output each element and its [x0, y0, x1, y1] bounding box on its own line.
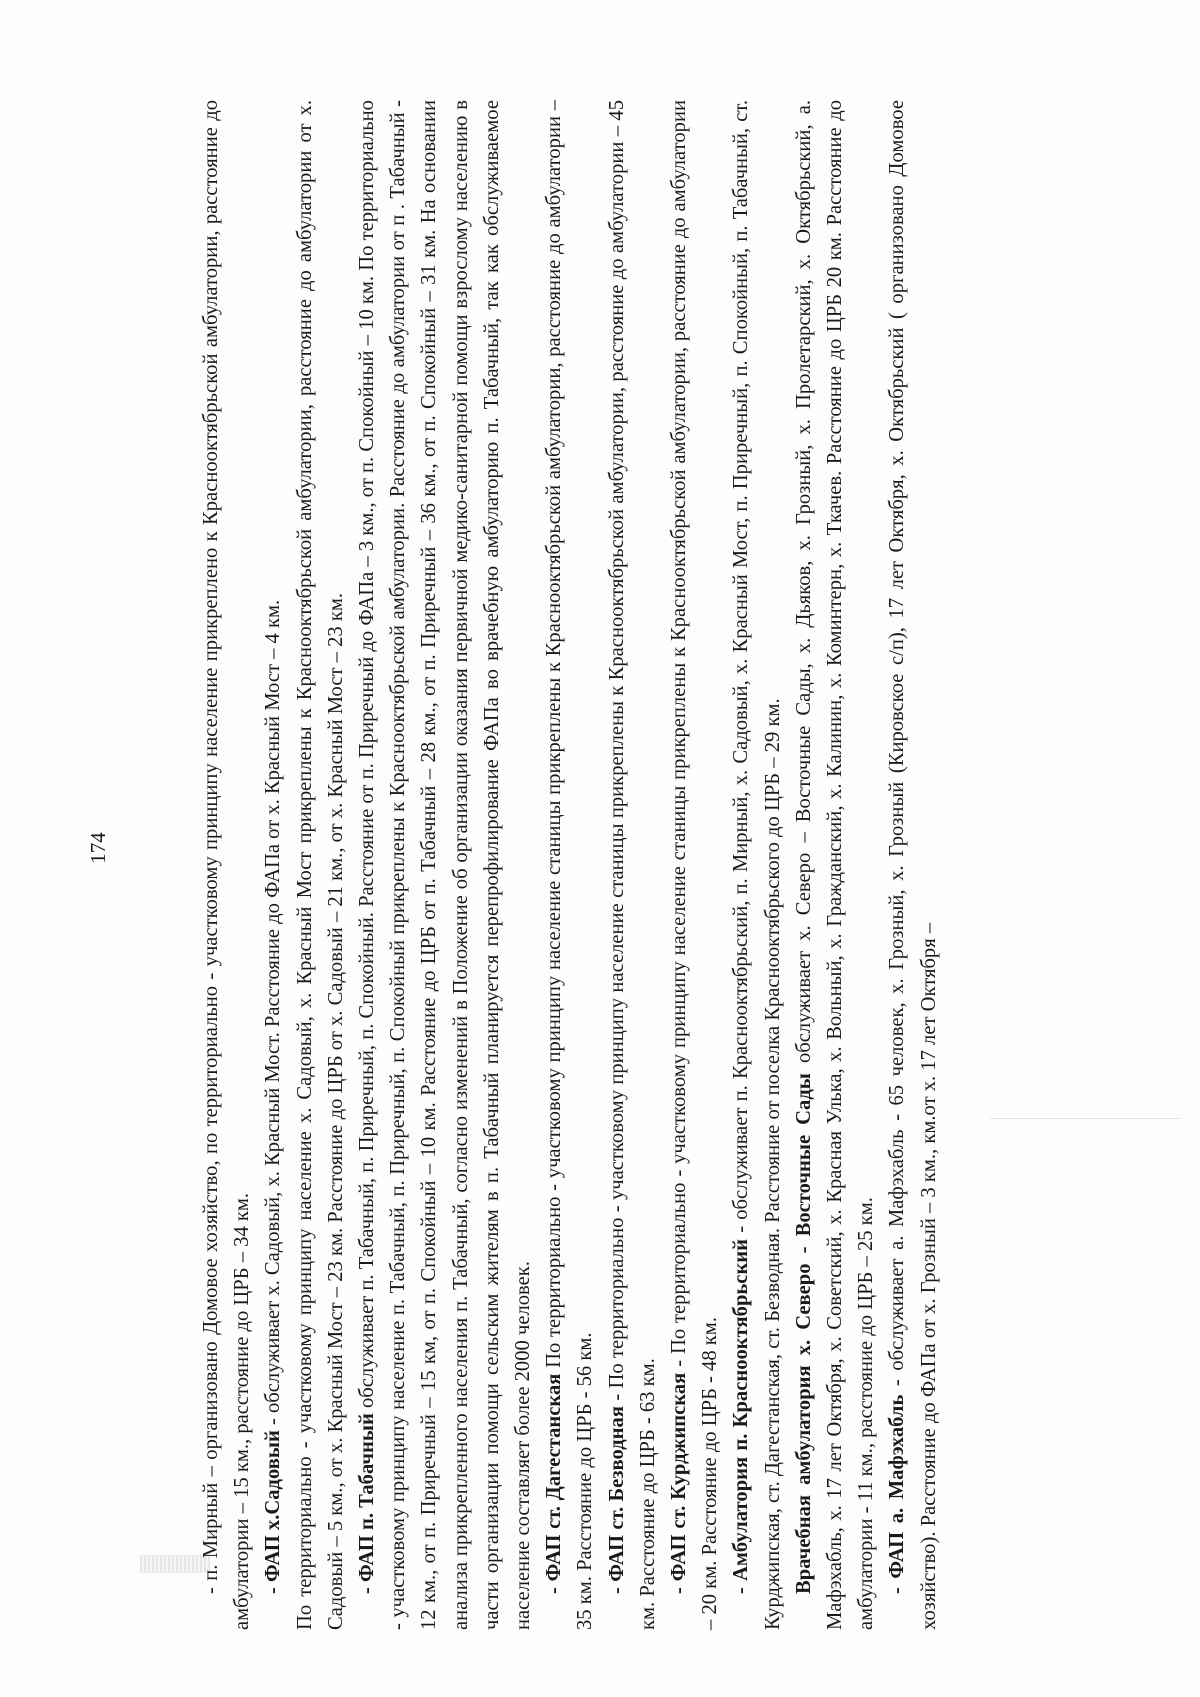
paragraph-fap-bezvodnaya	[602, 100, 664, 1630]
paragraph-fap-mafekhabl	[882, 100, 944, 1630]
paragraph-text: - По территориально - участковому принципу население станицы прикреплены к Краснооктябрьской амбулатории, расстояние до амбулатории – 45 км. Расстояние до ЦРБ - 63 км.	[605, 100, 659, 1630]
paragraph-heading: Врачебная амбулатория х. Северо - Восточные Сады	[792, 1073, 815, 1594]
paragraph-text: обслуживает п. Табачный, п. Приречный, п. Спокойный. Расстояние от п. Приречный до ФАПа – 3 км., от п. Спокойный – 10 км. По территориально - участковому принципу население п. Табачный, п. Приречный, п. Спокойный прикреплены к Краснооктябрьской амбулатории. Расстояние до амбулатории от п . Табачный - 12 км., от п. Приречный – 15 км, от п. Спокойный – 10 км. Расстояние до ЦРБ от п. Табачный – 28 км., от п. Приречный – 36 км., от п. Спокойный – 31 км. На основании анализа прикрепленного населения п. Табачный, согласно изменений в Положение об организации оказания первичной медико-санитарной помощи взрослому населению в части организации помощи сельским жителям в п. Табачный планируется перепрофилирование ФАПа во врачебную амбулаторию п. Табачный, так как обслуживаемое население составляет более 2000 человек.	[356, 100, 535, 1630]
paragraph-text: - По территориально - участковому принципу население станицы прикреплены к Краснооктябрьской амбулатории, расстояние до амбулатории – 20 км. Расстояние до ЦРБ - 48 км.	[668, 100, 722, 1630]
paragraph-sadovy-attachment	[290, 100, 352, 1630]
paragraph-heading: - ФАП ст. Безводная	[605, 1406, 628, 1594]
paragraph-text: По территориально - участковому принципу население х. Садовый, х. Красный Мост прикреплены к Краснооктябрьской амбулатории, расстояние до амбулатории от х. Садовый – 5 км., от х. Красный Мост – 23 км. Расстояние до ЦРБ от х. Садовый – 21 км., от х. Красный Мост – 23 км.	[293, 100, 347, 1630]
paragraph-heading: - ФАП ст. Курджипская	[668, 1372, 691, 1594]
paragraph-text: - п. Мирный – организовано Домовое хозяйство, по территориально - участковому принципу население прикреплено к Краснооктябрьской амбулатории, расстояние до амбулатории – 15 км., расстояние до ЦРБ – 34 км.	[200, 100, 254, 1630]
page-number: 174	[86, 832, 110, 864]
paragraph-heading: - ФАП х.Садовый	[262, 1430, 285, 1594]
scan-artifact-line	[990, 1118, 1180, 1119]
paragraph-heading: - ФАП а. Мафэхабль	[886, 1394, 909, 1594]
paragraph-fap-sadovy	[258, 100, 289, 1630]
paragraph-fap-dagestanskaya	[539, 100, 601, 1630]
paragraph-ambulatoria-krasnooktyabrsky	[726, 100, 788, 1630]
paragraph-text: - обслуживает п. Краснооктябрьский, п. Мирный, х. Садовый, х. Красный Мост, п. Приречный, п. Спокойный, п. Табачный, ст. Курджипская, ст. Дагестанская, ст. Безводная. Расстояние от поселка Краснооктябрьского до ЦРБ – 29 км.	[730, 100, 784, 1630]
paragraph-heading: - ФАП ст. Дагестанская	[543, 1373, 566, 1594]
document-body	[196, 100, 945, 1630]
paragraph-mirny	[196, 100, 258, 1630]
paragraph-vrachebnaya-ambulatoria	[789, 100, 883, 1630]
paragraph-heading: - ФАП п. Табачный	[356, 1413, 379, 1594]
paragraph-heading: - Амбулатория п. Краснооктябрьский	[730, 1238, 753, 1594]
paragraph-fap-tabachny	[352, 100, 539, 1630]
paragraph-text: - обслуживает х. Садовый, х. Красный Мост. Расстояние до ФАПа от х. Красный Мост – 4 км.	[262, 599, 285, 1431]
paragraph-text: обслуживает х. Северо – Восточные Сады, х. Дьяков, х. Грозный, х. Пролетарский, х. Октябрьский, а. Мафэхабль, х. 17 лет Октября, х. Советский, х. Красная Улька, х. Вольный, х. Гражданский, х. Калинин, х. Коминтерн, х. Ткачев. Расстояние до ЦРБ 20 км. Расстояние до амбулатории - 11 км., расстояние до ЦРБ – 25 км.	[792, 100, 878, 1630]
paragraph-text: По территориально - участковому принципу население станицы прикреплены к Краснооктябрьской амбулатории, расстояние до амбулатории – 35 км. Расстояние до ЦРБ - 56 км.	[543, 99, 597, 1630]
paragraph-fap-kurdzhipskaya	[664, 100, 726, 1630]
paragraph-text: - обслуживает а. Мафэхабль - 65 человек, х. Грозный, х. Грозный (Кировское с/п), 17 лет Октября, х. Октябрьский ( организовано Домовое хозяйство). Расстояние до ФАПа от х. Грозный – 3 км., км.от х. 17 лет Октября –	[886, 100, 940, 1630]
